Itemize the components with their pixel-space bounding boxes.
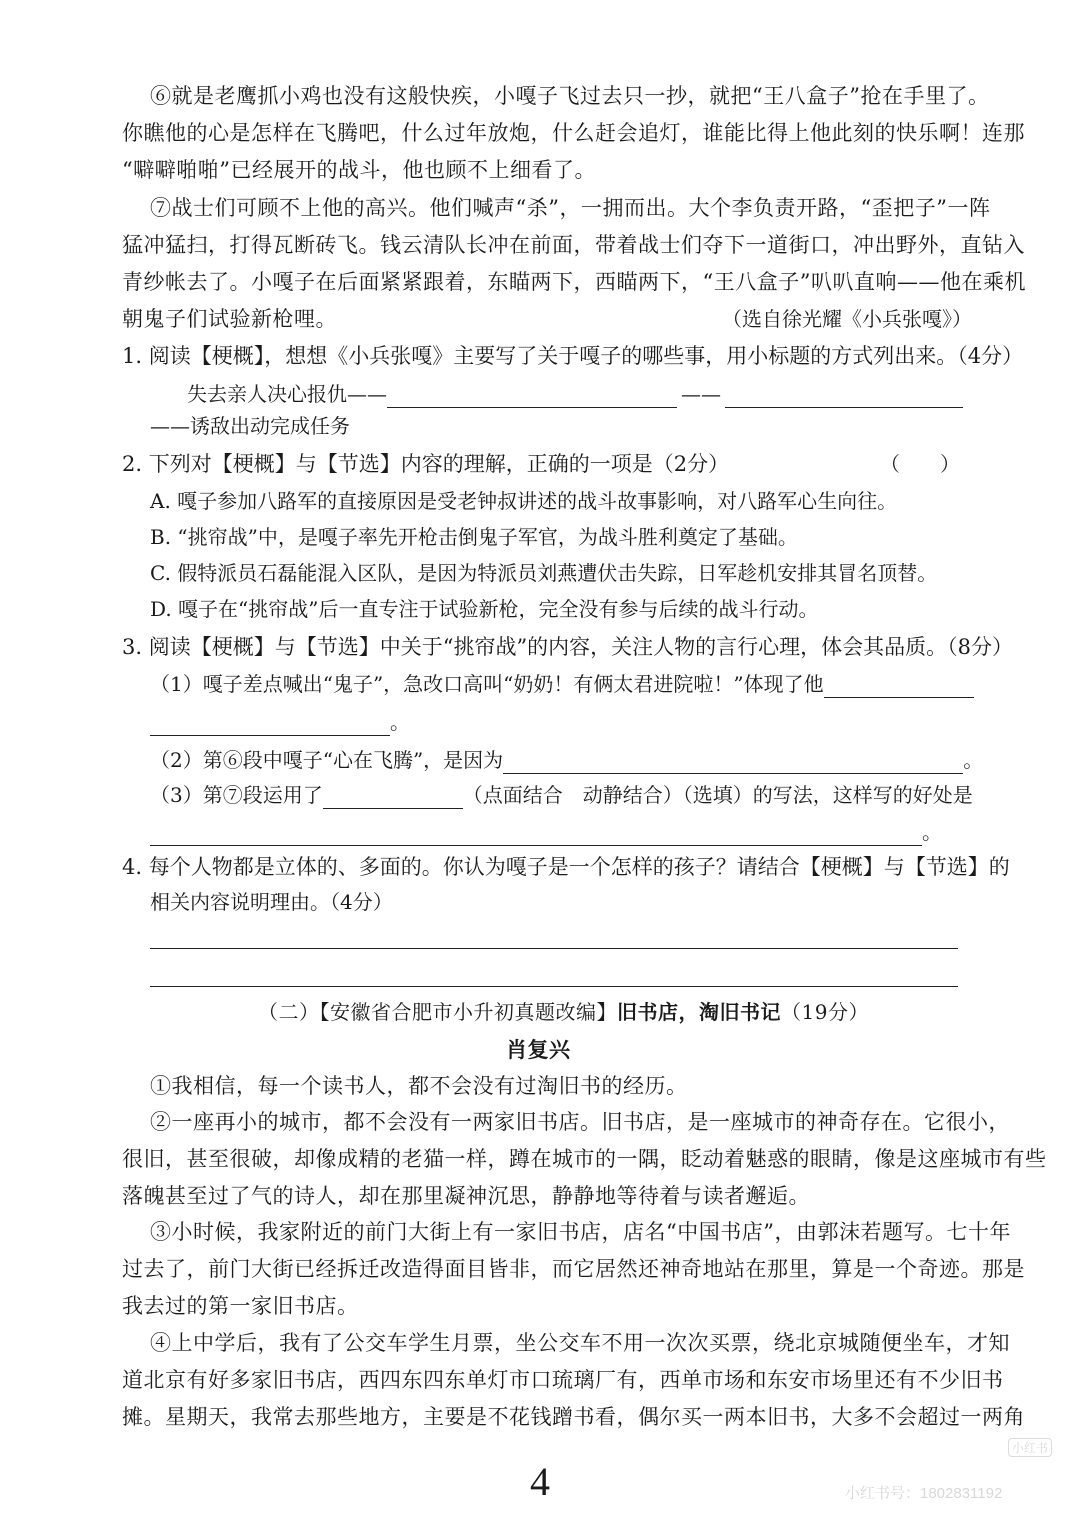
para7-line3: 青纱帐去了。小嘎子在后面紧紧跟着，东瞄两下，西瞄两下，“王八盒子”叭叭直响——他在乘机 [122,270,1026,294]
q3-sub1-end: 。 [390,710,410,734]
q3-sub3-end: 。 [922,820,942,844]
para7-line4: 朝鬼子们试验新枪哩。 [122,307,337,331]
s2-para2-line1: ②一座再小的城市，都不会没有一两家旧书店。旧书店，是一座城市的神奇存在。它很小， [150,1110,1010,1134]
q3-sub3-text-a: （3）第⑦段运用了 [150,783,323,807]
q2-option-a[interactable]: A. 嘎子参加八路军的直接原因是受老钟叔讲述的战斗故事影响，对八路军心生向往。 [150,489,898,513]
q3-sub3 [150,781,973,809]
section2-heading [258,998,869,1026]
q3-sub3-text-b: （点面结合 动静结合）（选填）的写法，这样写的好处是 [462,783,973,807]
s2-para4-line1: ④上中学后，我有了公交车学生月票，坐公交车不用一次次买票，绕北京城随便坐车，才知 [150,1331,1010,1355]
para7-line1: ⑦战士们可顾不上他的高兴。他们喊声“杀”，一拥而出。大个李负责开路，“歪把子”一阵 [150,196,991,220]
section2-title: 旧书店，淘旧书记 [617,1000,781,1024]
q1-answer-line1 [187,380,963,408]
q3-sub2 [150,746,983,774]
question-4-line1: 4. 每个人物都是立体的、多面的。你认为嘎子是一个怎样的孩子？请结合【梗概】与【节选】的 [122,855,1010,879]
s2-para2-line3: 落魄甚至过了气的诗人，却在那里凝神沉思，静静地等待着与读者邂逅。 [122,1184,810,1208]
watermark-logo: 小红书 [1008,1438,1052,1457]
q3-sub3-blank-a[interactable] [323,786,463,809]
q1-blank-2[interactable] [725,385,963,408]
s2-para3-line2: 过去了，前门大街已经拆迁改造得面目皆非，而它居然还神奇地站在那里，算是一个奇迹。那是 [122,1257,1025,1281]
q3-sub2-blank[interactable] [503,751,963,774]
s2-para2-line2: 很旧，甚至很破，却像成精的老猫一样，蹲在城市的一隅，眨动着魅惑的眼睛，像是这座城市有些 [122,1147,1047,1171]
q3-sub3-blank-b[interactable] [150,823,922,846]
section2-heading-source: （二）【安徽省合肥市小升初真题改编】 [258,1000,617,1024]
para7-line2: 猛冲猛扫，打得瓦断砖飞。钱云清队长冲在前面，带着战士们夺下一道街口，冲出野外，直钻入 [122,233,1025,257]
s2-para3-line3: 我去过的第一家旧书店。 [122,1294,359,1318]
q3-sub2-end: 。 [963,748,984,772]
watermark-text: 小红书号：1802831192 [845,1485,1003,1502]
s2-para1: ①我相信，每一个读书人，都不会没有过淘旧书的经历。 [150,1074,688,1098]
q2-answer-bracket[interactable]: （ ） [880,452,960,476]
q1-label-mid: —— [681,382,721,406]
question-3: 3. 阅读【梗概】与【节选】中关于“挑帘战”的内容，关注人物的言行心理，体会其品质。（8分） [122,635,1014,659]
q3-sub1 [150,670,974,698]
q2-option-b[interactable]: B. “挑帘战”中，是嘎子率先开枪击倒鬼子军官，为战斗胜利奠定了基础。 [150,525,798,549]
q4-answer-line-1[interactable] [150,948,958,949]
para6-line2: 你瞧他的心是怎样在飞腾吧，什么过年放炮，什么赶会追灯，谁能比得上他此刻的快乐啊！连那 [122,121,1025,145]
question-2: 2. 下列对【梗概】与【节选】内容的理解，正确的一项是（2分） [122,452,730,476]
q3-sub1-text: （1）嘎子差点喊出“鬼子”，急改口高叫“奶奶！有俩太君进院啦！”体现了他 [150,672,824,696]
para6-line1: ⑥就是老鹰抓小鸡也没有这般快疾，小嘎子飞过去只一抄，就把“王八盒子”抢在手里了。 [150,84,990,108]
q3-sub1-blank-a[interactable] [824,675,974,698]
q3-sub2-text: （2）第⑥段中嘎子“心在飞腾”，是因为 [150,748,504,772]
q4-answer-line-2[interactable] [150,986,958,987]
page-number: 4 [530,1459,550,1504]
q3-sub1-cont [150,708,410,736]
q1-answer-line2: ——诱敌出动完成任务 [150,414,350,438]
q3-sub1-blank-b[interactable] [150,713,390,736]
s2-para4-line3: 摊。星期天，我常去那些地方，主要是不花钱蹭书看，偶尔买一两本旧书，大多不会超过一两角 [122,1405,1025,1429]
passage-source: （选自徐光耀《小兵张嘎》） [722,307,972,331]
q1-blank-1[interactable] [387,385,677,408]
q1-label-start: 失去亲人决心报仇—— [187,382,387,406]
q2-option-d[interactable]: D. 嘎子在“挑帘战”后一直专注于试验新枪，完全没有参与后续的战斗行动。 [150,597,819,621]
para6-line3: “噼噼啪啪”已经展开的战斗，他也顾不上细看了。 [122,158,596,182]
s2-para3-line1: ③小时候，我家附近的前门大街上有一家旧书店，店名“中国书店”，由郭沫若题写。七十年 [150,1220,1011,1244]
s2-para4-line2: 道北京有好多家旧书店，西四东四东单灯市口琉璃厂有，西单市场和东安市场里还有不少旧书 [122,1368,1004,1392]
q2-option-c[interactable]: C. 假特派员石磊能混入区队，是因为特派员刘燕遭伏击失踪，日军趁机安排其冒名顶替。 [150,561,938,585]
section2-author: 肖复兴 [506,1037,571,1062]
question-4-line2: 相关内容说明理由。（4分） [150,890,393,914]
question-1: 1. 阅读【梗概】，想想《小兵张嘎》主要写了关于嘎子的哪些事，用小标题的方式列出来。（4分） [122,344,1024,368]
q3-sub3-cont [150,818,942,846]
section2-score: （19分） [781,1000,869,1024]
